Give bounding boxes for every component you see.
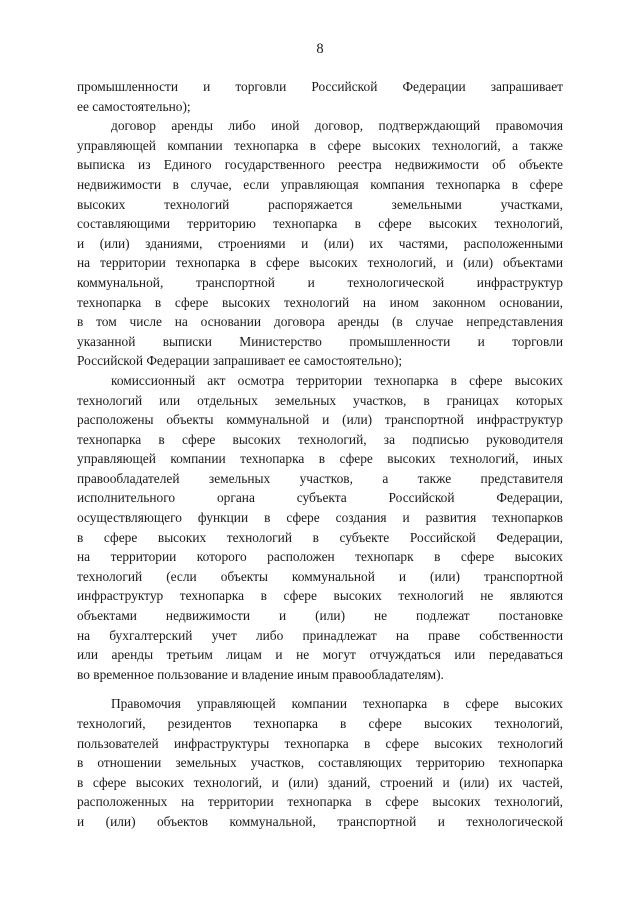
text-line: составляющими территорию технопарка в сфере высоких технологий,: [77, 216, 563, 232]
text-line: осуществляющего функции в сфере создания и развития технопарков: [77, 510, 563, 526]
text-line: исполнительного органа субъекта Российской Федерации,: [77, 490, 563, 506]
text-line: указанной выписки Министерство промышленности и торговли: [77, 333, 563, 349]
text-line: недвижимости в случае, если управляющая компания технопарка в сфере: [77, 176, 563, 192]
text-line: технопарка в сфере высоких технологий на ином законном основании,: [77, 294, 563, 310]
text-line: объектами недвижимости и (или) не подлежат постановке: [77, 608, 563, 624]
text-line: в том числе на основании договора аренды (в случае непредставления: [77, 314, 563, 330]
text-line: коммунальной, транспортной и технологической инфраструктур: [77, 274, 563, 290]
text-line: в сфере высоких технологий, и (или) зданий, строений и (или) их частей,: [77, 774, 563, 790]
paragraph: [77, 116, 563, 371]
document-body: [77, 77, 563, 832]
text-line: в отношении земельных участков, составляющих территорию технопарка: [77, 755, 563, 771]
text-line: управляющей компании технопарка в сфере высоких технологий, иных: [77, 451, 563, 467]
text-line: и (или) зданиями, строениями и (или) их частями, расположенными: [77, 235, 563, 251]
text-line: Правомочия управляющей компании технопарка в сфере высоких: [111, 696, 563, 712]
text-line: инфраструктур технопарка в сфере высоких технологий не являются: [77, 588, 563, 604]
text-line: договор аренды либо иной договор, подтверждающий правомочия: [111, 118, 563, 134]
text-line: на территории технопарка в сфере высоких технологий, и (или) объектами: [77, 255, 563, 271]
text-line: правообладателей земельных участков, а также представителя: [77, 470, 563, 486]
text-line: ее самостоятельно);: [77, 98, 191, 114]
text-line: технологий (если объекты коммунальной и (или) транспортной: [77, 568, 563, 584]
text-line: в сфере высоких технологий в субъекте Российской Федерации,: [77, 529, 563, 545]
text-line: расположены объекты коммунальной и (или) транспортной инфраструктур: [77, 412, 563, 428]
text-line: на бухгалтерский учет либо принадлежат на праве собственности: [77, 627, 563, 643]
text-line: технопарка в сфере высоких технологий, за подписью руководителя: [77, 431, 563, 447]
text-line: управляющей компании технопарка в сфере высоких технологий, а также: [77, 137, 563, 153]
text-line: пользователей инфраструктуры технопарка в сфере высоких технологий: [77, 735, 563, 751]
text-line: технологий или отдельных земельных участков, в границах которых: [77, 392, 563, 408]
text-line: расположенных на территории технопарка в сфере высоких технологий,: [77, 794, 563, 810]
paragraph: [77, 694, 563, 831]
text-line: промышленности и торговли Российской Федерации запрашивает: [77, 79, 563, 94]
text-line: Российской Федерации запрашивает ее самостоятельно);: [77, 353, 403, 369]
text-line: во временное пользование и владение иным правообладателям).: [77, 666, 444, 682]
page-number: 8: [316, 41, 324, 57]
text-line: технологий, резидентов технопарка в сфере высоких технологий,: [77, 716, 563, 731]
paragraph: [77, 371, 563, 685]
paragraph: [77, 77, 563, 116]
text-line: или аренды третьим лицам и не могут отчуждаться или передаваться: [77, 647, 563, 663]
text-line: и (или) объектов коммунальной, транспортной и технологической: [77, 813, 563, 829]
text-line: высоких технологий распоряжается земельными участками,: [77, 196, 563, 212]
text-line: комиссионный акт осмотра территории технопарка в сфере высоких: [111, 372, 563, 388]
text-line: выписка из Единого государственного реестра недвижимости об объекте: [77, 157, 563, 173]
text-line: на территории которого расположен технопарк в сфере высоких: [77, 549, 563, 565]
